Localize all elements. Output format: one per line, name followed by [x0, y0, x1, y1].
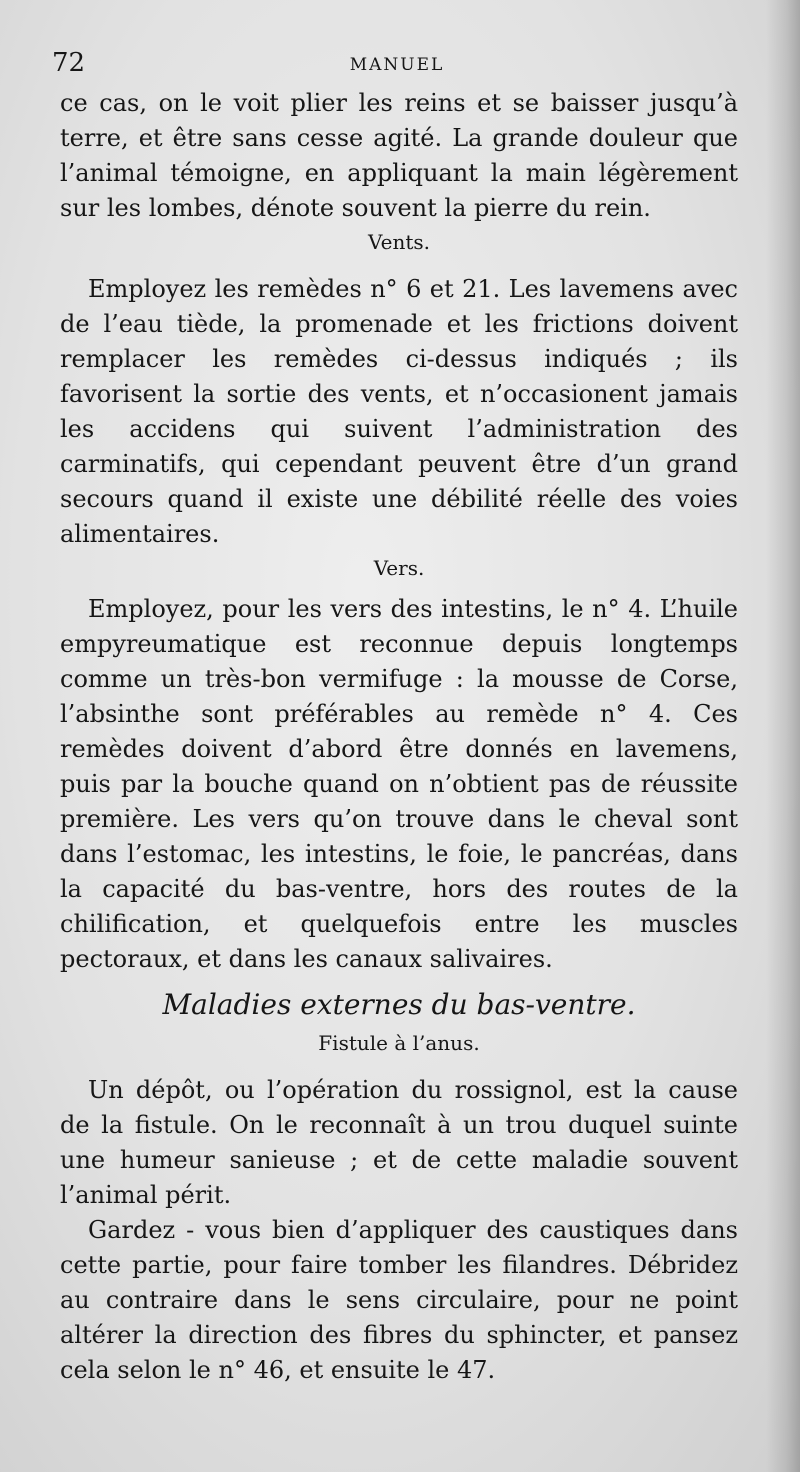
paragraph-fistule-cause: Un dépôt, ou l’opération du rossignol, est la cause de la fistule. On le reconnaît à un trou duquel suinte une humeur sanieuse ; et de cette maladie souvent l’animal périt. — [60, 1076, 738, 1209]
paragraph-fistule-treatment: Gardez - vous bien d’appliquer des caustiques dans cette partie, pour faire tomber les filandres. Débridez au contraire dans le sens circulaire, pour ne point altérer la direction des fibres du sphincter, et pansez cela selon le n° 46, et ensuite le 47. — [60, 1216, 738, 1384]
heading-fistule: Fistule à l’anus. — [318, 1031, 480, 1055]
paragraph-rein: ce cas, on le voit plier les reins et se baisser jusqu’à terre, et être sans cesse agité. La grande douleur que l’animal témoigne, en appliquant la main légèrement sur les lombes, dénote souvent la pierre du rein. — [60, 89, 738, 222]
paragraph-vers: Employez, pour les vers des intestins, le n° 4. L’huile empyreumatique est reconnue depuis longtemps comme un très-bon vermifuge : la mousse de Corse, l’absinthe sont préférables au remède n° 4. Ces remèdes doivent d’abord être donnés en lavemens, puis par la bouche quand on n’obtient pas de réussite première. Les vers qu’on trouve dans le cheval sont dans l’estomac, les intestins, le foie, le pancréas, dans la capacité du bas-ventre, hors des routes de la chilification, et quelquefois entre les muscles pectoraux, et dans les canaux salivaires. — [60, 595, 738, 973]
page-gutter-shadow — [766, 0, 800, 1472]
paragraph-vents: Employez les remèdes n° 6 et 21. Les lavemens avec de l’eau tiède, la promenade et les frictions doivent remplacer les remèdes ci-dessus indiqués ; ils favorisent la sortie des vents, et n’occasionent jamais les accidens qui suivent l’administration des carminatifs, qui cependant peuvent être d’un grand secours quand il existe une débilité réelle des voies alimentaires. — [60, 275, 738, 548]
running-head: MANUEL — [349, 55, 445, 75]
page-header — [52, 46, 742, 80]
heading-vers: Vers. — [373, 556, 425, 580]
page-number: 72 — [52, 48, 86, 78]
heading-vents: Vents. — [368, 230, 430, 254]
page-body — [60, 86, 738, 1388]
section-heading: Maladies externes du bas-ventre. — [162, 988, 636, 1021]
spacer — [60, 1059, 738, 1073]
spacer — [60, 584, 738, 592]
spacer — [60, 258, 738, 272]
